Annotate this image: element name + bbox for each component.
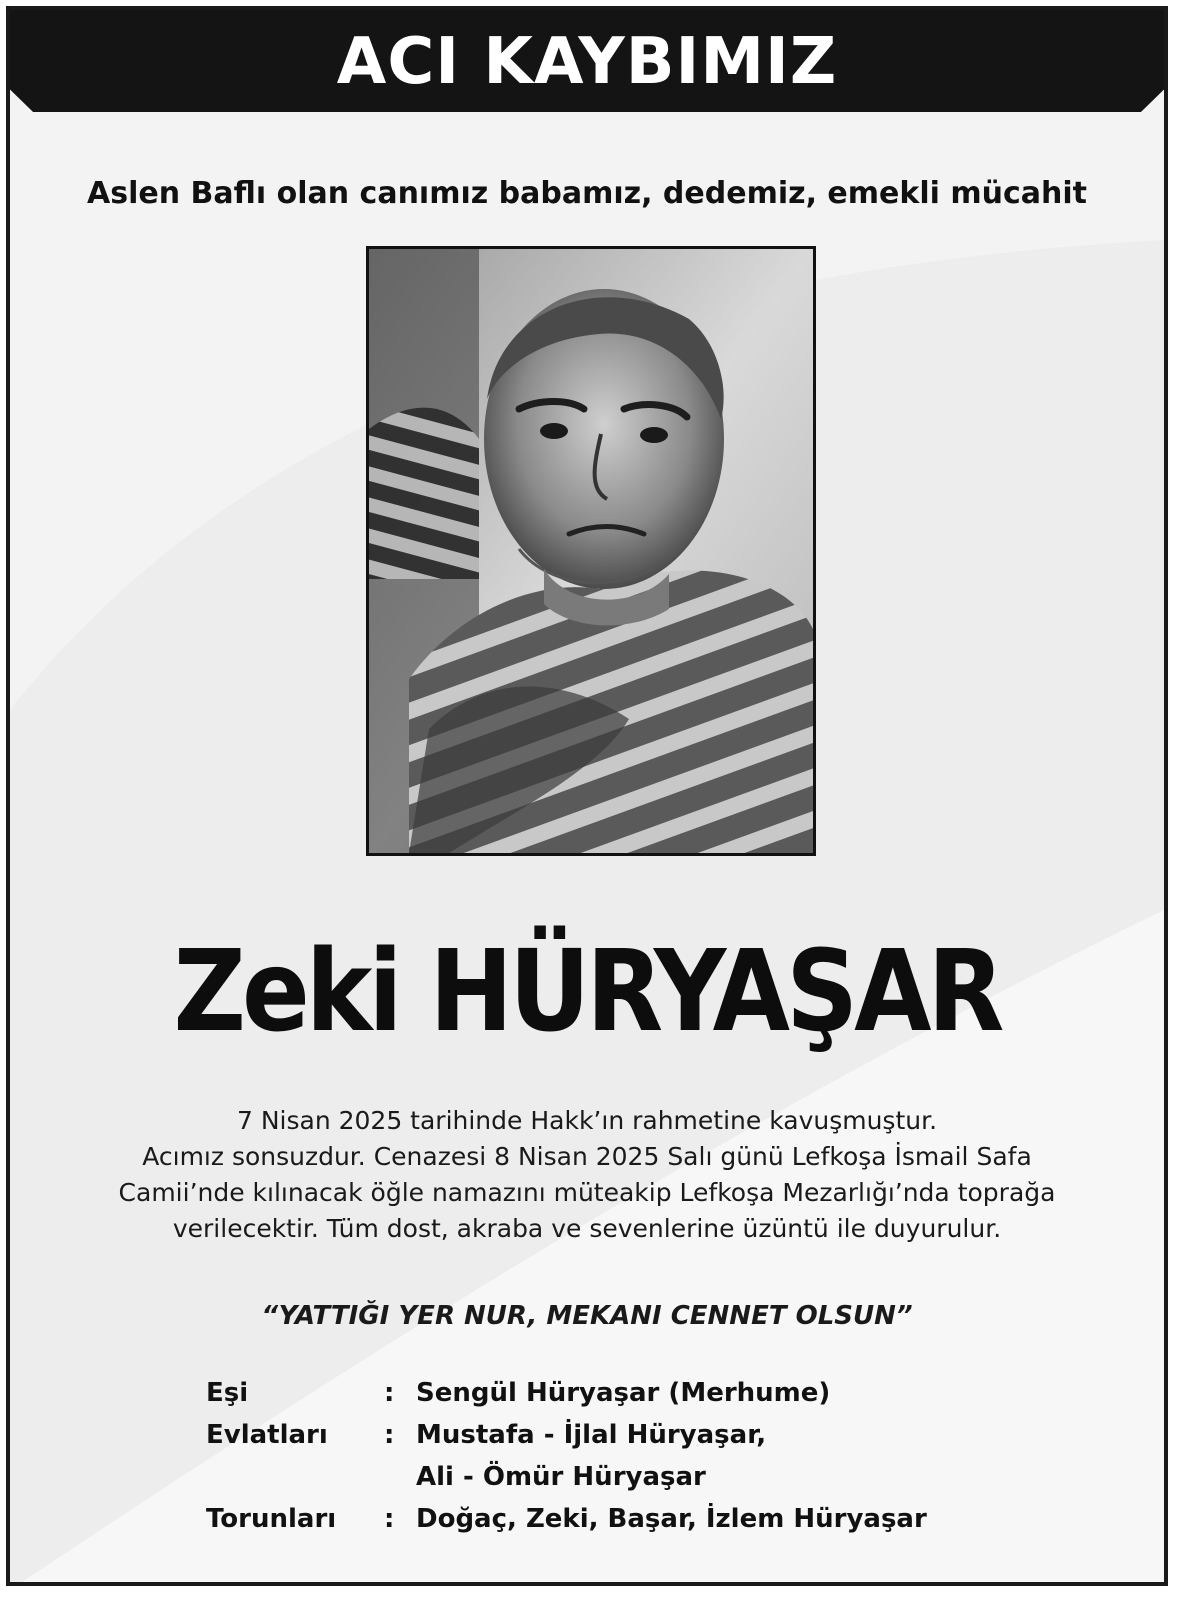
obituary-border — [6, 6, 1168, 1586]
announcement-text — [40, 1103, 1134, 1247]
portrait-photo — [366, 246, 816, 856]
family-value: Sengül Hüryaşar (Merhume) — [416, 1378, 831, 1408]
announcement-line: Acımız sonsuzdur. Cenazesi 8 Nisan 2025 Salı günü Lefkoşa İsmail Safa — [142, 1142, 1032, 1171]
announcement-line: 7 Nisan 2025 tarihinde Hakk’ın rahmetine kavuşmuştur. — [236, 1106, 938, 1135]
family-row — [206, 1456, 1106, 1498]
family-value: Ali - Ömür Hüryaşar — [416, 1462, 706, 1492]
family-value: Mustafa - İjlal Hüryaşar, — [416, 1420, 767, 1450]
family-list — [206, 1372, 1106, 1540]
family-colon: : — [384, 1504, 395, 1534]
family-label: Eşi — [206, 1378, 249, 1408]
portrait-photo-icon — [369, 249, 813, 853]
intro-text: Aslen Baflı olan canımız babamız, dedemiz, emekli mücahit — [87, 176, 1087, 211]
family-colon: : — [384, 1420, 395, 1450]
header-title: ACI KAYBIMIZ — [336, 25, 838, 99]
family-row — [206, 1498, 1106, 1540]
announcement-line: Camii’nde kılınacak öğle namazını müteakip Lefkoşa Mezarlığı’nda toprağa — [118, 1178, 1056, 1207]
family-label: Evlatları — [206, 1420, 328, 1450]
deceased-name: Zeki HÜRYAŞAR — [173, 925, 1001, 1057]
family-colon: : — [384, 1378, 395, 1408]
motto-text: “YATTIĞI YER NUR, MEKANI CENNET OLSUN” — [261, 1301, 913, 1331]
family-label: Torunları — [206, 1504, 337, 1534]
announcement-line: verilecektir. Tüm dost, akraba ve sevenlerine üzüntü ile duyurulur. — [172, 1214, 1002, 1243]
family-value: Doğaç, Zeki, Başar, İzlem Hüryaşar — [416, 1504, 927, 1534]
family-row — [206, 1414, 1106, 1456]
family-row — [206, 1372, 1106, 1414]
